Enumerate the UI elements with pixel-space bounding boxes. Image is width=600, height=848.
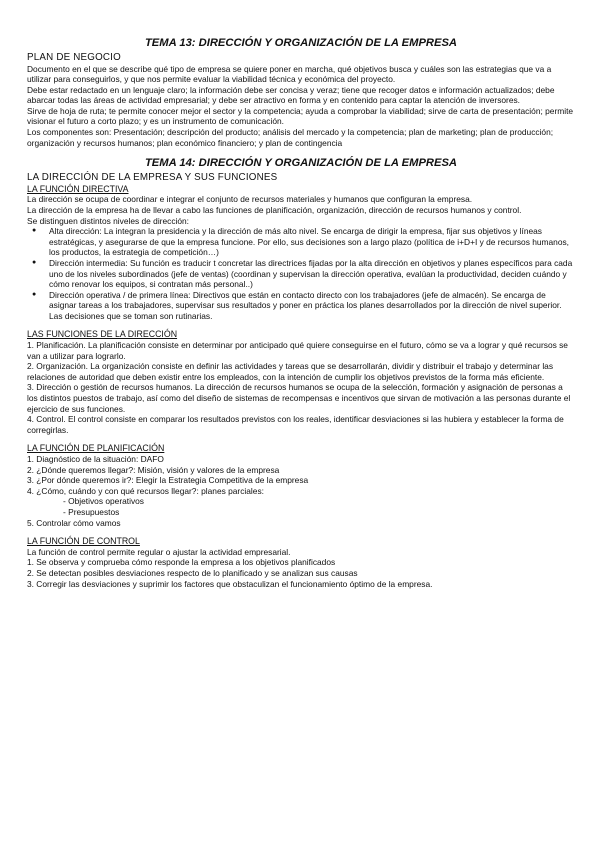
tema13-title: TEMA 13: DIRECCIÓN Y ORGANIZACIÓN DE LA EMPRESA [144, 37, 458, 49]
list-item: ● Dirección operativa / de primera línea: Directivos que están en contacto directo con los trabajadores (jefe de almacén). Se encarga de asignar tareas a los trabajadores, supervisar sus resultados y poner en práctica los planes desarrollados por la dirección de nivel superior. Las decisiones que se toman son rutinarias. [27, 290, 575, 322]
document-page [27, 30, 575, 589]
tema13-paragraph-2: Debe estar redactado en un lenguaje claro; la información debe ser concisa y veraz; tiene que recoger datos e información actualizados; debe abarcar todas las áreas de actividad empresarial; y debe ser atractivo en forma y en contenido para captar la atención de inversores. [27, 84, 555, 106]
control-intro: La función de control permite regular o ajustar la actividad empresarial. [27, 546, 291, 557]
list-item: ● Dirección intermedia: Su función es traducir t concretar las directrices fijadas por la alta dirección en objetivos y planes específicos para cada uno de los niveles subordinados (jefe de ventas) (coordinan y supervisan la dirección operativa, evalúan la productividad, deciden cuándo y cómo renovar los equipos, si contratan más personal..) [27, 258, 575, 290]
directiva-paragraph-3: Se distinguen distintos niveles de dirección: [27, 215, 190, 226]
funcion-item: 4. Control. El control consiste en comparar los resultados previstos con los reales, identificar desviaciones si las hubiera y establecer la forma de corregirlas. [27, 414, 564, 435]
planificacion-subitem: - Objetivos operativos [63, 496, 144, 507]
direccion-heading: LA DIRECCIÓN DE LA EMPRESA Y SUS FUNCIONES [27, 172, 278, 184]
directiva-paragraph-2: La dirección de la empresa ha de llevar a cabo las funciones de planificación, organización, dirección de recursos humanos y control. [27, 204, 522, 215]
tema13-paragraph-1: Documento en el que se describe qué tipo de empresa se quiere poner en marcha, qué objetivos busca y cuáles son las estrategias que va a utilizar para conseguirlos, y que nos permite evaluar la viabilidad técnica y económica del proyecto. [27, 63, 552, 85]
funcion-item: 3. Dirección o gestión de recursos humanos. La dirección de recursos humanos se ocupa de la selección, formación y asignación de personas a los distintos puestos de trabajo, así como del diseño de sistemas de recompensas e incentivos que sirvan de motivación a las personas durante el ejercicio de sus funciones. [27, 382, 571, 414]
tema13-paragraph-3: Sirve de hoja de ruta; te permite conocer mejor el sector y la competencia; ayuda a comprobar la viabilidad; sirve de carta de presentación; permite visionar el futuro a corto plazo; y es un instrumento de comunicación. [27, 105, 574, 127]
niveles-direccion-list [27, 226, 575, 321]
tema13-paragraph-4: Los componentes son: Presentación; descripción del producto; análisis del mercado y la competencia; plan de marketing; plan de producción; organización y recursos humanos; plan económico financiero; y plan de contingencia [27, 127, 554, 148]
list-item: ● Alta dirección: La integran la presidencia y la dirección de más alto nivel. Se encarga de dirigir la empresa, fijar sus objetivos y líneas estratégicas, y asegurarse de que la empresa funcione. Por ello, sus decisiones son a largo plazo (política de i+D+I y de recursos humanos, los productos, la estrategia de competición…) [27, 226, 575, 258]
planificacion-subitem: - Presupuestos [63, 506, 120, 517]
planificacion-step: 4. ¿Cómo, cuándo y con qué recursos llegar?: planes parciales: [27, 485, 264, 496]
planificacion-step: 1. Diagnóstico de la situación: DAFO [27, 454, 164, 464]
control-step: 2. Se detectan posibles desviaciones respecto de lo planificado y se analizan sus causas [27, 567, 358, 578]
funcion-item: 1. Planificación. La planificación consiste en determinar por anticipado qué quiere conseguirse en el futuro, cómo se va a lograr y qué recursos se van a utilizar para lograrlo. [27, 340, 568, 361]
control-step: 1. Se observa y comprueba cómo responde la empresa a los objetivos planificados [27, 557, 336, 568]
directiva-paragraph-1: La dirección se ocupa de coordinar e integrar el conjunto de recursos materiales y humanos que configuran la empresa. [27, 194, 473, 205]
planificacion-step: 3. ¿Por dónde queremos ir?: Elegir la Estrategia Competitiva de la empresa [27, 475, 309, 486]
planificacion-step: 2. ¿Dónde queremos llegar?: Misión, visión y valores de la empresa [27, 464, 280, 475]
funcion-item: 2. Organización. La organización consiste en definir las actividades y tareas que se desarrollarán, dividir y distribuir el trabajo y determinar las relaciones de autoridad que deben existir entre los empleados, con la intención de cumplir los objetivos previstos de la forma más eficiente. [27, 361, 554, 382]
funcion-directiva-heading: LA FUNCIÓN DIRECTIVA [27, 183, 129, 194]
control-heading: LA FUNCIÓN DE CONTROL [27, 536, 140, 547]
control-step: 3. Corregir las desviaciones y suprimir los factores que obstaculizan el funcionamiento óptimo de la empresa. [27, 578, 433, 589]
plan-de-negocio-heading: PLAN DE NEGOCIO [27, 52, 121, 63]
planificacion-heading: LA FUNCIÓN DE PLANIFICACIÓN [27, 443, 165, 454]
planificacion-step: 5. Controlar cómo vamos [27, 517, 121, 528]
funciones-direccion-heading: LAS FUNCIONES DE LA DIRECCIÓN [27, 329, 178, 340]
tema14-title: TEMA 14: DIRECCIÓN Y ORGANIZACIÓN DE LA EMPRESA [144, 157, 458, 170]
